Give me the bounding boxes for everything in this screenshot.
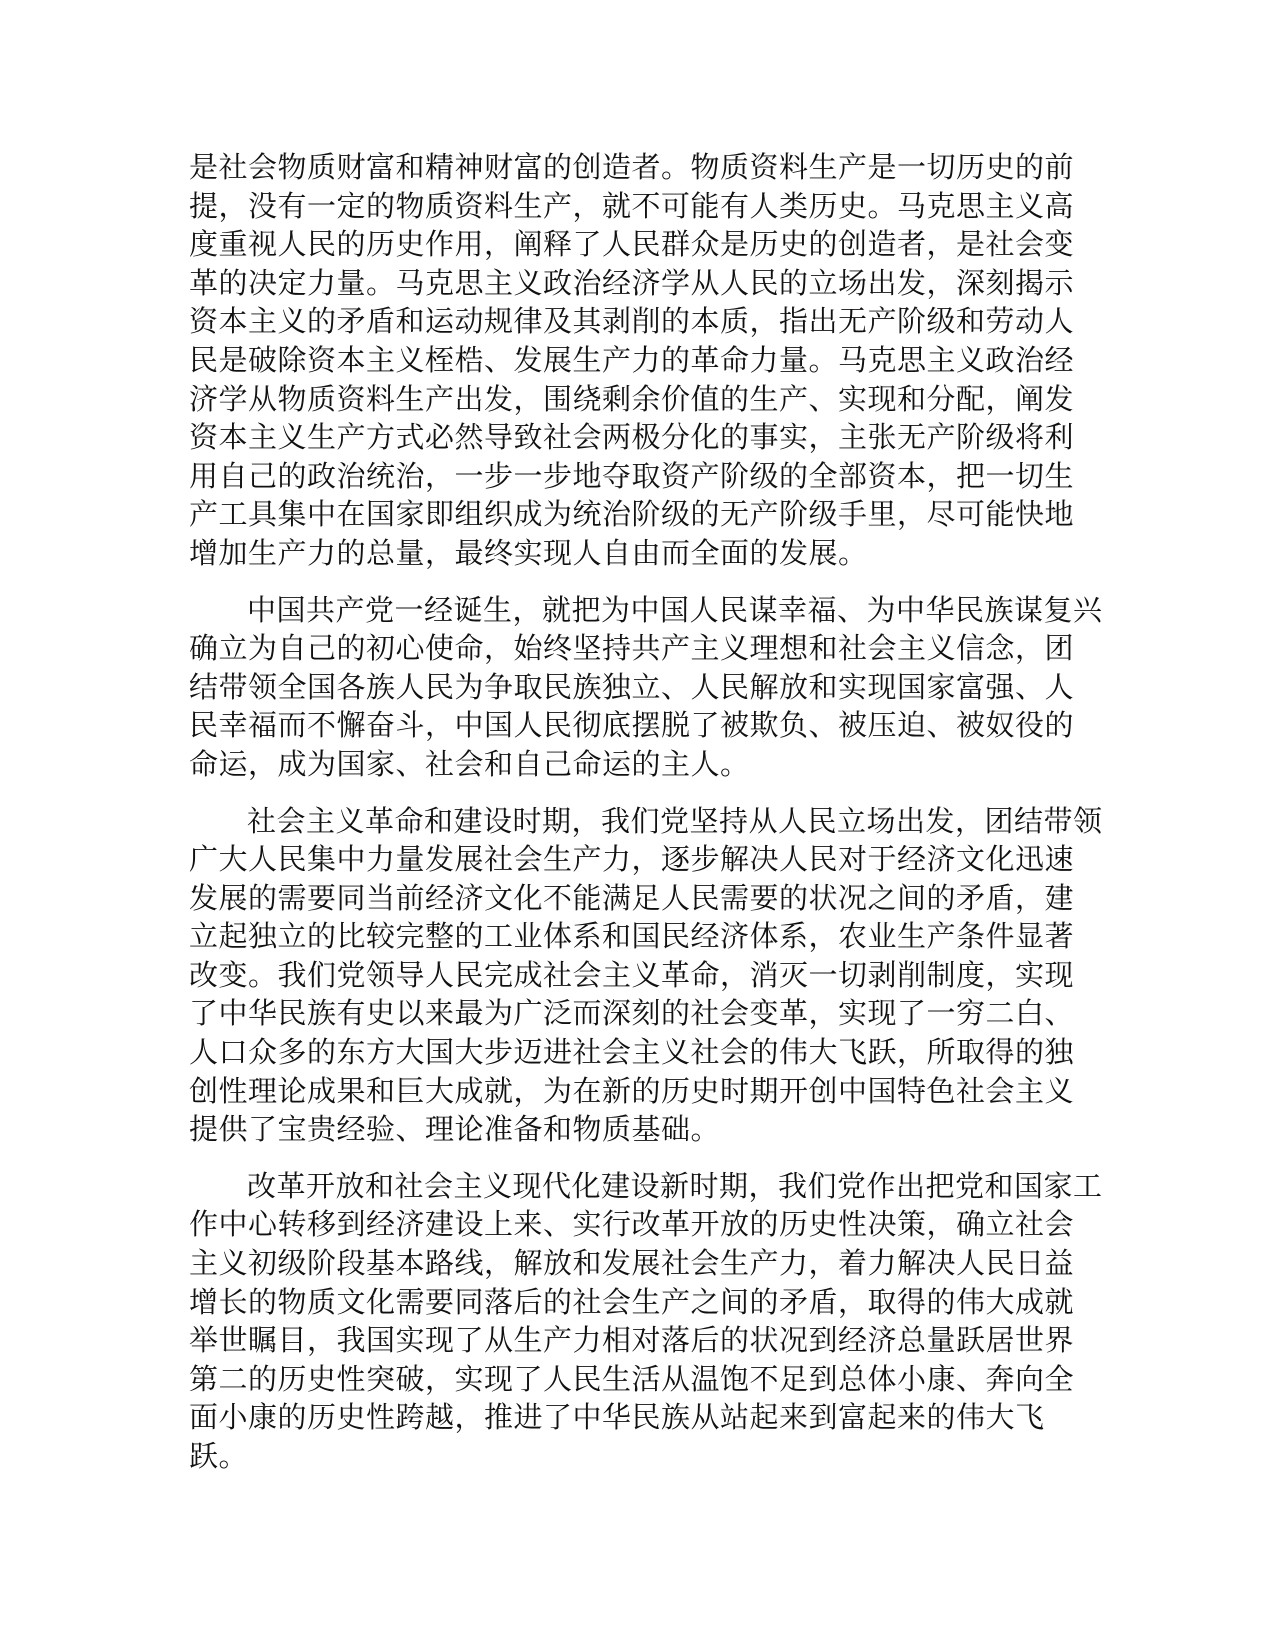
text-line: 是社会物质财富和精神财富的创造者。物质资料生产是一切历史的前 [189,150,1075,184]
text-line: 民是破除资本主义桎梏、发展生产力的革命力量。马克思主义政治经 [189,342,1075,377]
text-line: 提，没有一定的物质资料生产，就不可能有人类历史。马克思主义高 [189,188,1075,223]
text-line: 提供了宝贵经验、理论准备和物质基础。 [189,1112,721,1147]
document-body [189,148,1103,1494]
text-line: 举世瞩目，我国实现了从生产力相对落后的状况到经济总量跃居世界 [189,1323,1075,1358]
text-line: 发展的需要同当前经济文化不能满足人民需要的状况之间的矛盾，建 [189,880,1075,915]
text-line: 增长的物质文化需要同落后的社会生产之间的矛盾，取得的伟大成就 [189,1284,1075,1319]
paragraph-1 [189,148,1075,573]
text-line: 改变。我们党领导人民完成社会主义革命，消灭一切剥削制度，实现 [189,957,1075,992]
text-line: 增加生产力的总量，最终实现人自由而全面的发展。 [189,535,868,570]
text-line: 立起独立的比较完整的工业体系和国民经济体系，农业生产条件显著 [189,919,1075,954]
text-line: 中国共产党一经诞生，就把为中国人民谋幸福、为中华民族谋复兴 [247,592,1103,627]
text-line: 用自己的政治统治，一步一步地夺取资产阶级的全部资本，把一切生 [189,458,1075,493]
text-line: 了中华民族有史以来最为广泛而深刻的社会变革，实现了一穷二白、 [189,996,1075,1031]
text-line: 主义初级阶段基本路线，解放和发展社会生产力，着力解决人民日益 [189,1246,1075,1281]
text-line: 资本主义的矛盾和运动规律及其剥削的本质，指出无产阶级和劳动人 [189,304,1075,339]
text-line: 资本主义生产方式必然导致社会两极分化的事实，主张无产阶级将利 [189,420,1075,455]
text-line: 面小康的历史性跨越，推进了中华民族从站起来到富起来的伟大飞 [189,1400,1045,1435]
text-line: 革的决定力量。马克思主义政治经济学从人民的立场出发，深刻揭示 [189,265,1075,300]
text-line: 人口众多的东方大国大步迈进社会主义社会的伟大飞跃，所取得的独 [189,1035,1075,1070]
text-line: 济学从物质资料生产出发，围绕剩余价值的生产、实现和分配，阐发 [189,381,1075,416]
text-line: 命运，成为国家、社会和自己命运的主人。 [189,746,750,781]
text-line: 广大人民集中力量发展社会生产力，逐步解决人民对于经济文化迅速 [189,842,1075,877]
text-line: 跃。 [189,1439,249,1473]
text-line: 民幸福而不懈奋斗，中国人民彻底摆脱了被欺负、被压迫、被奴役的 [189,708,1075,743]
text-line: 度重视人民的历史作用，阐释了人民群众是历史的创造者，是社会变 [189,227,1075,262]
text-line: 第二的历史性突破，实现了人民生活从温饱不足到总体小康、奔向全 [189,1361,1075,1396]
text-line: 社会主义革命和建设时期，我们党坚持从人民立场出发，团结带领 [247,803,1103,838]
text-line: 确立为自己的初心使命，始终坚持共产主义理想和社会主义信念，团 [189,631,1075,666]
text-line: 作中心转移到经济建设上来、实行改革开放的历史性决策，确立社会 [189,1207,1075,1242]
text-line: 结带领全国各族人民为争取民族独立、人民解放和实现国家富强、人 [189,669,1075,704]
paragraph-3 [189,802,1103,1149]
paragraph-4 [189,1167,1103,1476]
text-line: 产工具集中在国家即组织成为统治阶级的无产阶级手里，尽可能快地 [189,497,1075,532]
paragraph-2 [189,591,1103,784]
text-line: 改革开放和社会主义现代化建设新时期，我们党作出把党和国家工 [247,1168,1103,1203]
text-line: 创性理论成果和巨大成就，为在新的历史时期开创中国特色社会主义 [189,1073,1075,1108]
